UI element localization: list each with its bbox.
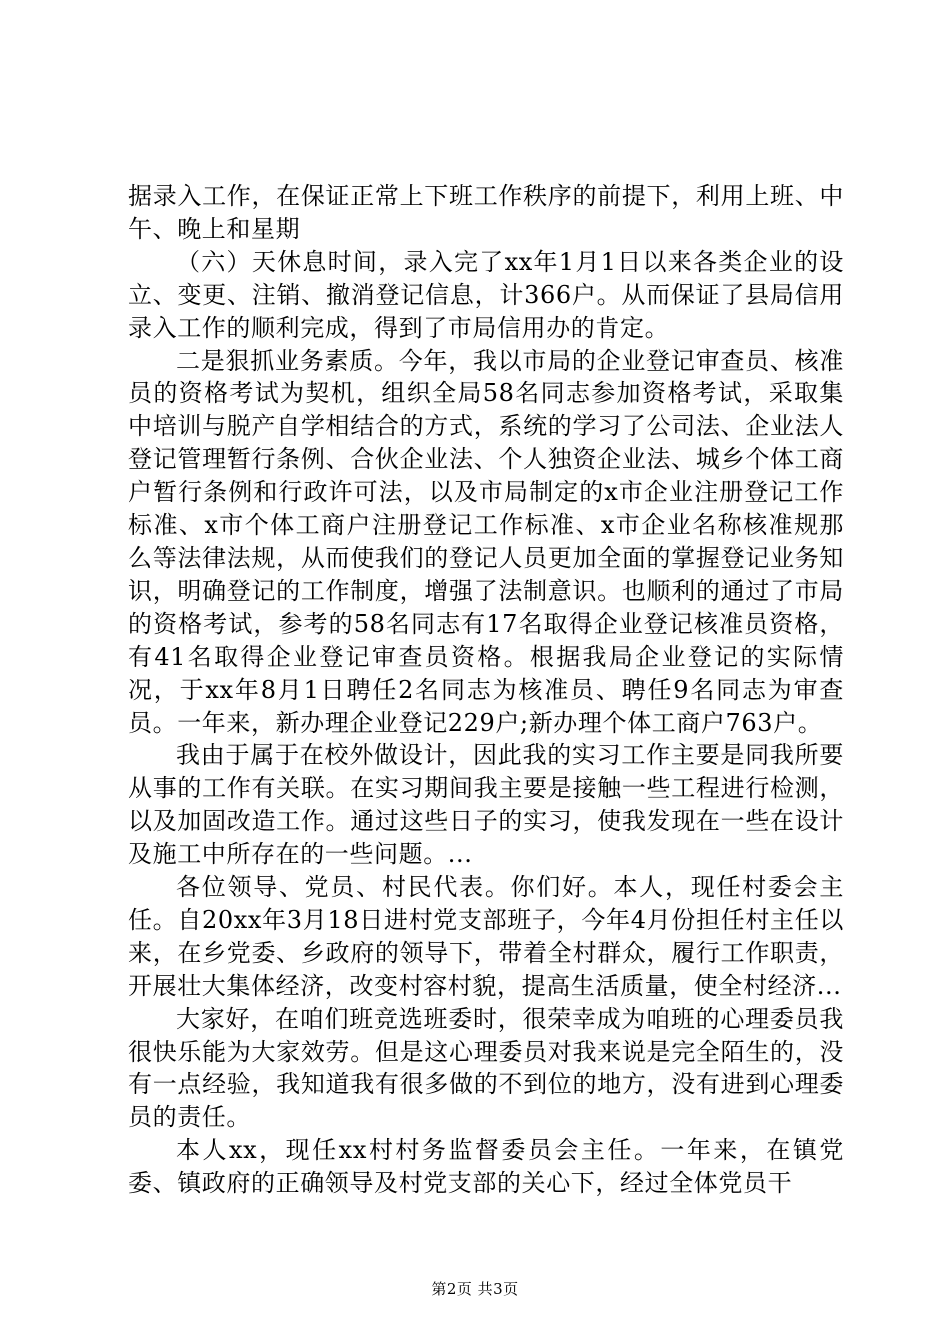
paragraph-1: 据录入工作，在保证正常上下班工作秩序的前提下，利用上班、中午、晚上和星期 (128, 182, 844, 243)
paragraph-2: （六）天休息时间，录入完了xx年1月1日以来各类企业的设立、变更、注销、撤消登记信息，计366户。从而保证了县局信用录入工作的顺利完成，得到了市局信用办的肯定。 (128, 247, 844, 342)
paragraph-4: 我由于属于在校外做设计，因此我的实习工作主要是同我所要从事的工作有关联。在实习期间我主要是接触一些工程进行检测，以及加固改造工作。通过这些日子的实习，使我发现在一些在设计及施工中所存在的一些问题。... (128, 741, 844, 869)
paragraph-6: 大家好，在咱们班竞选班委时，很荣幸成为咱班的心理委员我很快乐能为大家效劳。但是这心理委员对我来说是完全陌生的，没有一点经验，我知道我有很多做的不到位的地方，没有进到心理委员的责任。 (128, 1004, 844, 1132)
paragraph-3: 二是狠抓业务素质。今年，我以市局的企业登记审查员、核准员的资格考试为契机，组织全局58名同志参加资格考试，采取集中培训与脱产自学相结合的方式，系统的学习了公司法、企业法人登记管理暂行条例、合伙企业法、个人独资企业法、城乡个体工商户暂行条例和行政许可法，以及市局制定的x市企业注册登记工作标准、x市个体工商户注册登记工作标准、x市企业名称核准规那么等法律法规，从而使我们的登记人员更加全面的掌握登记业务知识，明确登记的工作制度，增强了法制意识。也顺利的通过了市局的资格考试，参考的58名同志有17名取得企业登记核准员资格，有41名取得企业登记审查员资格。根据我局企业登记的实际情况，于xx年8月1日聘任2名同志为核准员、聘任9名同志为审查员。一年来，新办理企业登记229户;新办理个体工商户763户。 (128, 346, 844, 737)
page-number-footer: 第2页 共3页 (431, 1280, 519, 1298)
document-body (128, 180, 844, 1200)
paragraph-7: 本人xx，现任xx村村务监督委员会主任。一年来，在镇党委、镇政府的正确领导及村党支部的关心下，经过全体党员干 (128, 1136, 844, 1198)
paragraph-5: 各位领导、党员、村民代表。你们好。本人，现任村委会主任。自20xx年3月18日进村党支部班子，今年4月份担任村主任以来，在乡党委、乡政府的领导下，带着全村群众，履行工作职责，开展壮大集体经济，改变村容村貌，提高生活质量，使全村经济... (128, 873, 844, 1000)
